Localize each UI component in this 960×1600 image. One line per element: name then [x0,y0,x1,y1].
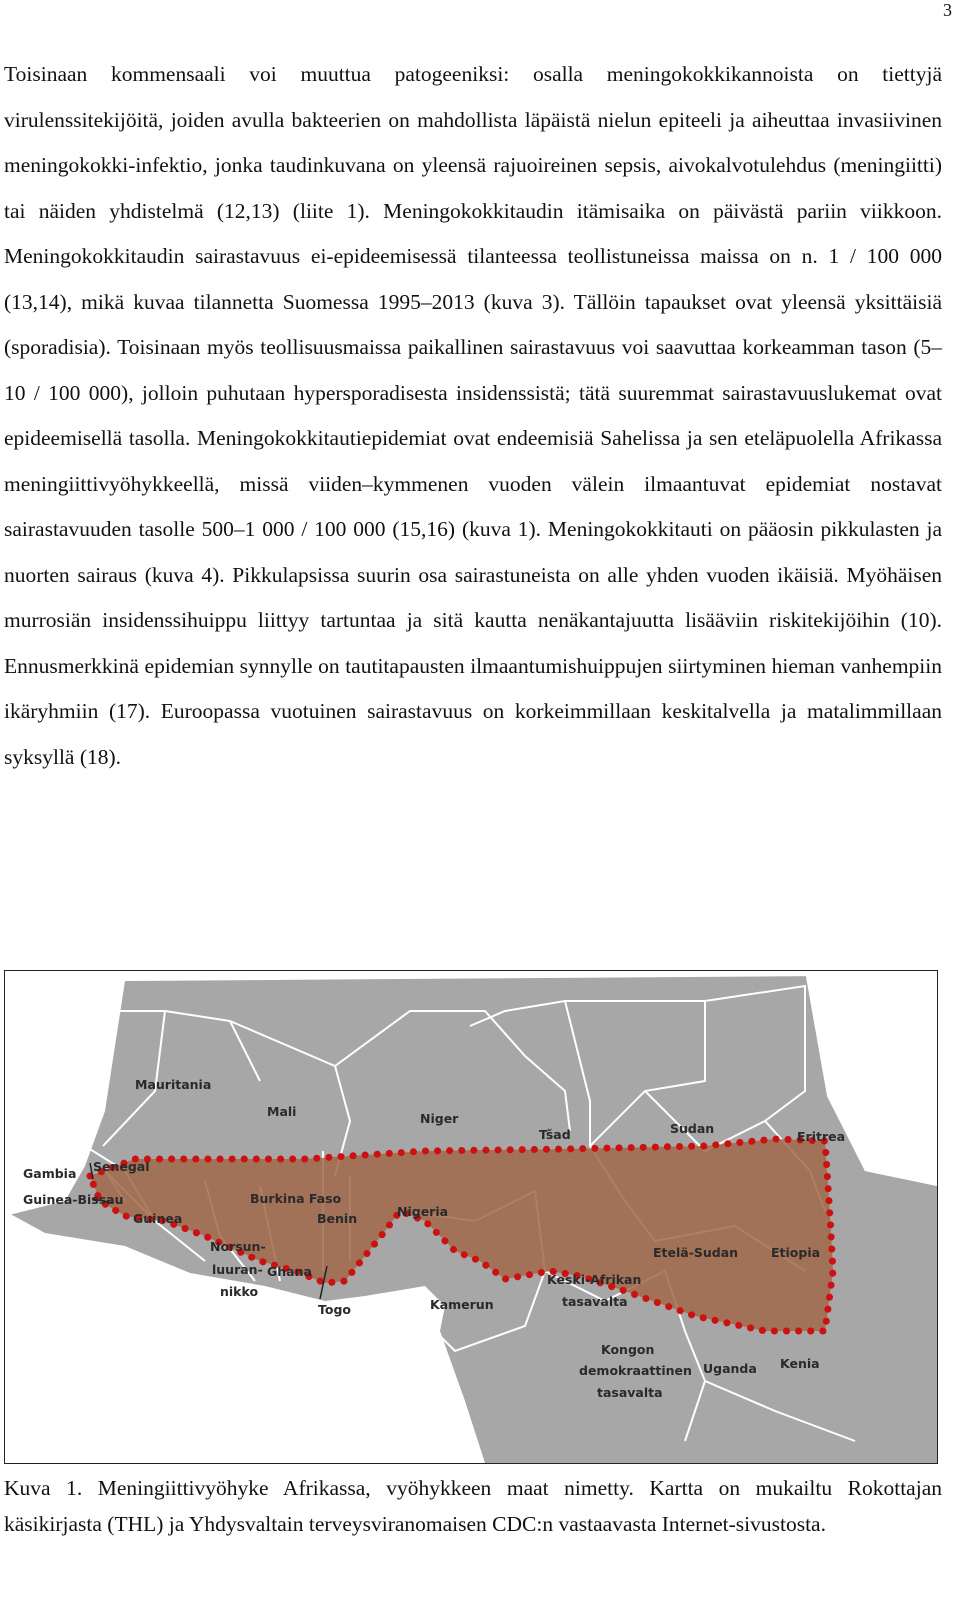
label-norsunluurannikko-1: Norsun- [210,1239,266,1254]
label-guinea-bissau: Guinea-Bissau [23,1192,124,1207]
label-guinea: Guinea [133,1211,183,1226]
label-benin: Benin [317,1211,358,1226]
label-kongo-1: Kongon [601,1342,655,1357]
label-kamerun: Kamerun [430,1297,494,1312]
figure-caption: Kuva 1. Meningiittivyöhyke Afrikassa, vyöhykkeen maat nimetty. Kartta on mukailtu Rokottajan käsikirjasta (THL) ja Yhdysvaltain terveysviranomaisen CDC:n vastaavasta Internet-sivustosta. [4,1476,942,1536]
label-ghana: Ghana [267,1264,312,1279]
label-gambia: Gambia [23,1166,77,1181]
label-etiopia: Etiopia [771,1245,821,1260]
label-niger: Niger [420,1111,459,1126]
page-number: 3 [943,0,952,20]
meningitis-belt-map [4,970,938,1464]
label-mali: Mali [267,1104,297,1119]
label-burkina-faso: Burkina Faso [250,1191,342,1206]
label-kongo-3: tasavalta [597,1385,663,1400]
label-etela-sudan: Etelä-Sudan [653,1245,739,1260]
label-keski-afrikka-2: tasavalta [562,1294,628,1309]
label-togo: Togo [318,1302,351,1317]
label-kongo-2: demokraattinen [579,1363,692,1378]
label-norsunluurannikko-3: nikko [220,1284,259,1299]
label-eritrea: Eritrea [797,1129,846,1144]
label-mauritania: Mauritania [135,1077,212,1092]
label-keski-afrikka-1: Keski-Afrikan [547,1272,642,1287]
label-sudan: Sudan [670,1121,715,1136]
label-tsad: Tšad [539,1127,571,1142]
label-kenia: Kenia [780,1356,820,1371]
body-paragraph: Toisinaan kommensaali voi muuttua patogeeniksi: osalla meningokokkikannoista on tiettyjä virulenssitekijöitä, joiden avulla bakteerien on mahdollista läpäistä nielun epiteeli ja aiheuttaa invasiivinen meningokokki-infektio, jonka taudinkuvana on yleensä rajuoireinen sepsis, aivokalvotulehdus (meningiitti) tai näiden yhdistelmä (12,13) (liite 1). Meningokokkitaudin itämisaika on päivästä pariin viikkoon. Meningokokkitaudin sairastavuus ei-epideemisessä tilanteessa teollistuneissa maissa on n. 1 / 100 000 (13,14), mikä kuvaa tilannetta Suomessa 1995–2013 (kuva 3). Tällöin tapaukset ovat yleensä yksittäisiä (sporadisia). Toisinaan myös teollisuusmaissa paikallinen sairastavuus voi saavuttaa korkeamman tason (5–10 / 100 000), jolloin puhutaan hypersporadisesta insidenssistä; tätä suuremmat sairastavuuslukemat ovat epideemisellä tasolla. Meningokokkitautiepidemiat ovat endeemisiä Sahelissa ja sen eteläpuolella Afrikassa meningiittivyöhykkeellä, missä viiden–kymmenen vuoden välein ilmaantuvat epidemiat nostavat sairastavuuden tasolle 500–1 000 / 100 000 (15,16) (kuva 1). Meningokokkitauti on pääosin pikkulasten ja nuorten sairaus (kuva 4). Pikkulapsissa suurin osa sairastuneista on alle yhden vuoden ikäisiä. Myöhäisen murrosiän insidenssihuippu liittyy tartuntaa ja sitä kautta nenäkantajuutta lisääviin riskitekijöihin (10). Ennusmerkkinä epidemian synnylle on tautitapausten ilmaantumishuippujen siirtyminen hieman vanhempiin ikäryhmiin (17). Euroopassa vuotuinen sairastavuus on korkeimmillaan keskitalvella ja matalimmillaan syksyllä (18). [4,62,942,769]
label-senegal: Senegal [93,1159,150,1174]
label-uganda: Uganda [703,1361,757,1376]
label-nigeria: Nigeria [397,1204,449,1219]
label-norsunluurannikko-2: luuran- [212,1262,263,1277]
